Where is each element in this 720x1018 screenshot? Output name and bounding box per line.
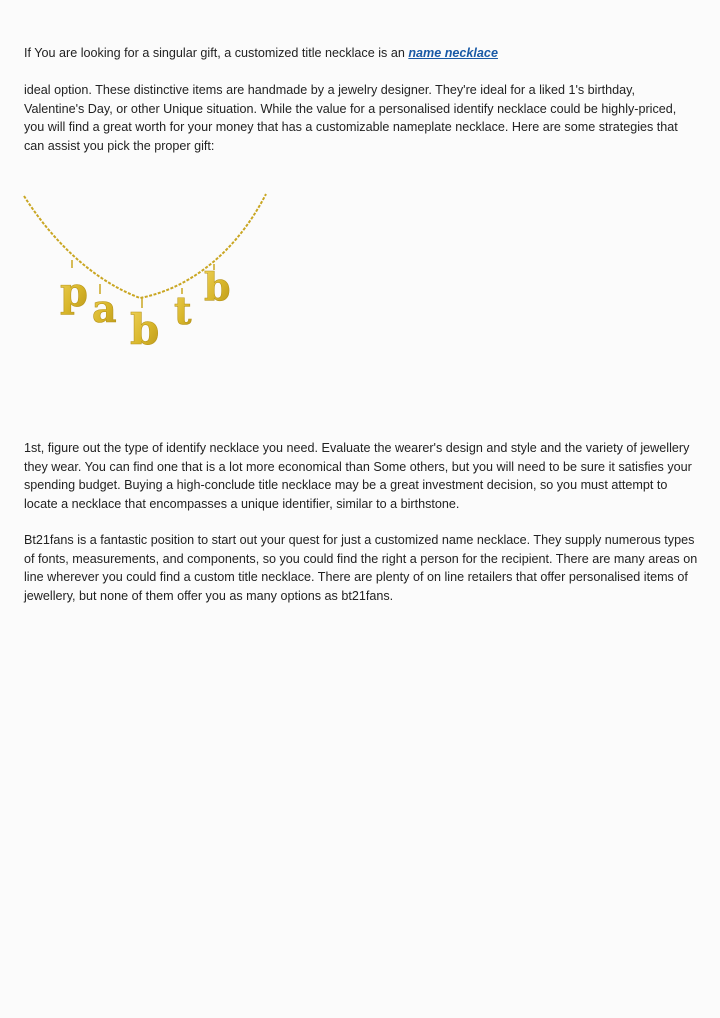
pendant-letter: b — [130, 305, 160, 354]
intro-paragraph — [24, 44, 698, 63]
paragraph-3: Bt21fans is a fantastic position to start out your quest for just a customized name necklace. They supply numerous types of fonts, measurements, and components, so you could find the right a person for the recipient. There are many areas on line wherever you could find a custom title necklace. There are plenty of on line retailers that offer personalised items of jewellery, but none of them offer you as many options as bt21fans. — [24, 533, 698, 603]
pendant-letter: p — [60, 269, 88, 316]
name-necklace-image — [22, 190, 268, 360]
intro-text: If You are looking for a singular gift, a customized title necklace is an — [24, 46, 409, 60]
name-necklace-link[interactable]: name necklace — [408, 46, 498, 60]
pendant-letter: a — [92, 286, 117, 331]
paragraph-2: 1st, figure out the type of identify necklace you need. Evaluate the wearer's design and style and the variety of jewellery they wear. You can find one that is a lot more economical than Some others, but you will need to be sure it satisfies your spending budget. Buying a high-conclude title necklace may be a great investment decision, so you must attempt to locate a necklace that encompasses a unique identifier, similar to a birthstone. — [24, 441, 692, 511]
pendant-letter: b — [204, 264, 231, 309]
paragraph-1: ideal option. These distinctive items are handmade by a jewelry designer. They're ideal for a liked 1's birthday, Valentine's Day, or other Unique situation. While the value for a personalised identify necklace could be highly-priced, you will find a great worth for your money that has a customizable nameplate necklace. Here are some strategies that can assist you pick the proper gift: — [24, 83, 678, 153]
pendant-letter: t — [174, 288, 192, 333]
